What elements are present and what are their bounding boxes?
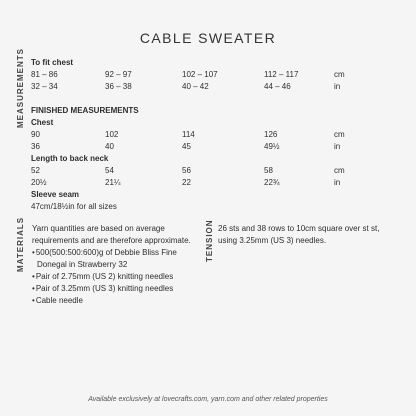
unit-cell: in [334,178,341,187]
tension-section-label: TENSION [205,219,214,262]
length-in-row [31,177,391,189]
value-cell: 49½ [264,142,280,151]
value-cell: 52 [31,166,40,175]
list-item [32,283,202,295]
finished-measurements-heading: FINISHED MEASUREMENTS [31,106,139,115]
sleeve-seam-heading: Sleeve seam [31,190,80,199]
materials-intro: Yarn quantities are based on average requirements and are therefore approximate. [32,224,191,245]
list-item [32,271,202,283]
list-item-text: 500(500:500:600)g of Debbie Bliss Fine [35,248,177,257]
tension-block [218,223,388,247]
chest-cm-row [31,129,391,141]
value-cell: 36 – 38 [105,82,132,91]
footer-note: Available exclusively at lovecrafts.com, yarn.com and other related properties [88,396,328,403]
sleeve-seam-value: 47cm/18½in for all sizes [31,202,117,211]
to-fit-chest-in-row [31,81,391,93]
value-cell: 126 [264,130,278,139]
value-cell: 81 – 86 [31,70,58,79]
value-cell: 114 [182,130,195,139]
list-item-text: Pair of 3.25mm (US 3) knitting needles [35,284,174,293]
unit-cell: in [334,82,341,91]
value-cell: 90 [31,130,40,139]
value-cell: 58 [264,166,273,175]
value-cell: 56 [182,166,191,175]
chest-heading: Chest [31,118,54,127]
unit-cell: cm [334,70,345,79]
value-cell: 32 – 34 [31,82,58,91]
value-cell: 102 – 107 [182,70,218,79]
materials-section-label: MATERIALS [16,216,25,272]
list-item-text: Cable needle [35,296,83,305]
to-fit-chest-cm-row [31,69,391,81]
list-item [32,247,202,259]
unit-cell: in [334,142,341,151]
value-cell: 102 [105,130,119,139]
value-cell: 112 – 117 [264,70,299,79]
value-cell: 21¼ [105,178,121,187]
unit-cell: cm [334,130,345,139]
value-cell: 36 [31,142,40,151]
list-item [32,295,202,307]
length-heading: Length to back neck [31,154,109,163]
to-fit-chest-heading: To fit chest [31,58,74,67]
value-cell: 40 – 42 [182,82,209,91]
value-cell: 92 – 97 [105,70,132,79]
list-item-text: Pair of 2.75mm (US 2) knitting needles [35,272,174,281]
list-item-continuation: Donegal in Strawberry 32 [37,260,128,269]
value-cell: 22 [182,178,191,187]
value-cell: 44 – 46 [264,82,291,91]
value-cell: 45 [182,142,191,151]
chest-in-row [31,141,391,153]
page-title: CABLE SWEATER [139,30,277,46]
value-cell: 22¾ [264,178,280,187]
length-cm-row [31,165,391,177]
measurements-block [31,57,391,213]
value-cell: 40 [105,142,114,151]
materials-block [32,223,202,307]
value-cell: 20½ [31,178,47,187]
tension-text: 26 sts and 38 rows to 10cm square over st st, using 3.25mm (US 3) needles. [218,224,380,245]
unit-cell: cm [334,166,345,175]
measurements-section-label: MEASUREMENTS [16,47,25,128]
value-cell: 54 [105,166,114,175]
